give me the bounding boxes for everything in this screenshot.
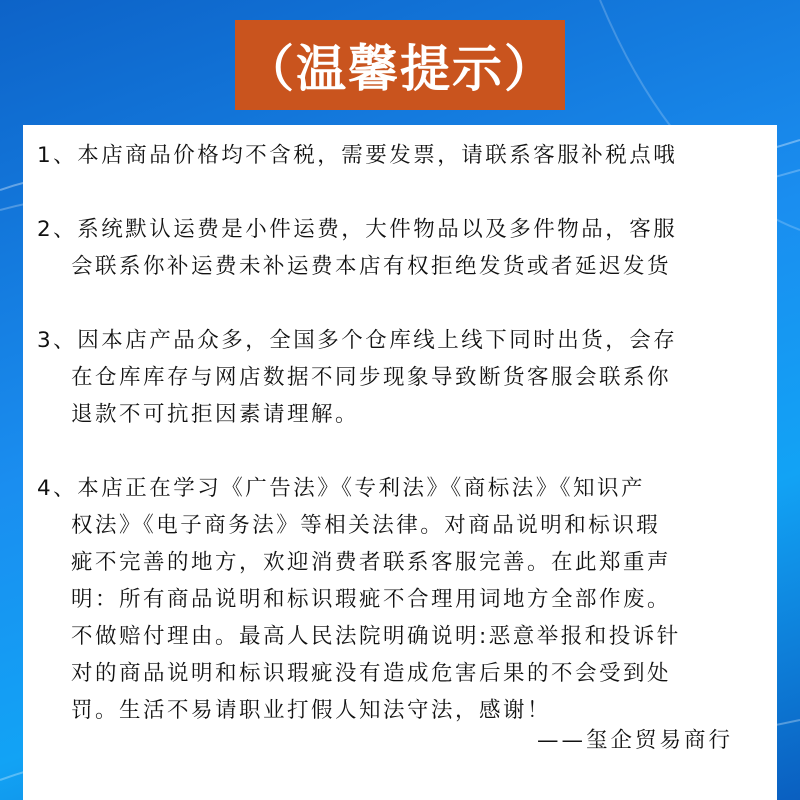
notice-number: 4、 bbox=[37, 476, 78, 501]
notice-line bbox=[37, 211, 763, 248]
notice-text: 因本店产品众多，全国多个仓库线上线下同时出货，会存 bbox=[77, 328, 678, 353]
notice-item-3 bbox=[37, 322, 763, 433]
notice-line: 会联系你补运费未补运费本店有权拒绝发货或者延迟发货 bbox=[71, 254, 672, 279]
notice-line: 疵不完善的地方，欢迎消费者联系客服完善。在此郑重声 bbox=[71, 550, 672, 575]
notice-line bbox=[37, 470, 763, 507]
title-banner bbox=[235, 20, 565, 110]
notice-number: 1、 bbox=[37, 143, 78, 168]
notice-card bbox=[23, 125, 777, 800]
notice-number: 3、 bbox=[37, 328, 78, 353]
notice-item-1 bbox=[37, 137, 763, 174]
notice-item-2 bbox=[37, 211, 763, 285]
signature: ——玺企贸易商行 bbox=[536, 728, 733, 753]
notice-line: 不做赔付理由。最高人民法院明确说明:恶意举报和投诉针 bbox=[71, 624, 681, 649]
notice-text: 本店正在学习《广告法》《专利法》《商标法》《知识产 bbox=[77, 476, 645, 501]
notice-text: 系统默认运费是小件运费，大件物品以及多件物品，客服 bbox=[77, 217, 678, 242]
notice-line bbox=[37, 137, 763, 174]
notice-line: 对的商品说明和标识瑕疵没有造成危害后果的不会受到处 bbox=[71, 661, 672, 686]
notice-line: 明：所有商品说明和标识瑕疵不合理用词地方全部作废。 bbox=[71, 587, 672, 612]
notice-line: 权法》《电子商务法》等相关法律。对商品说明和标识瑕 bbox=[71, 513, 661, 538]
title-text: （温馨提示） bbox=[244, 40, 556, 98]
notice-line: 罚。生活不易请职业打假人知法守法，感谢！ bbox=[71, 698, 552, 723]
notice-line bbox=[37, 322, 763, 359]
notice-line: 在仓库库存与网店数据不同步现象导致断货客服会联系你 bbox=[71, 365, 672, 390]
notice-item-4 bbox=[37, 470, 763, 729]
notice-line: 退款不可抗拒因素请理解。 bbox=[71, 402, 360, 427]
notice-number: 2、 bbox=[37, 217, 78, 242]
notice-text: 本店商品价格均不含税，需要发票，请联系客服补税点哦 bbox=[77, 143, 678, 168]
